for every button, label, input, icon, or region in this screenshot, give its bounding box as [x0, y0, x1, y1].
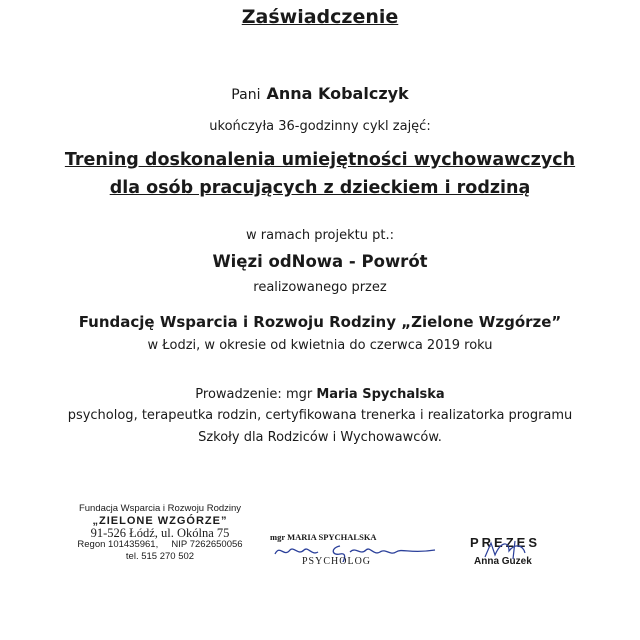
- foundation-stamp: [60, 503, 260, 563]
- project-intro: w ramach projektu pt.:: [246, 228, 394, 243]
- recipient-line: [0, 84, 640, 103]
- president-signature: [470, 535, 560, 567]
- project-name: Więzi odNowa - Powrót: [212, 252, 428, 271]
- leader-desc-2: Szkoły dla Rodziców i Wychowawców.: [198, 430, 442, 445]
- course-line-2: dla osób pracujących z dzieckiem i rodziną: [109, 178, 531, 198]
- signature2-title: PREZES: [470, 535, 541, 550]
- completed-text: ukończyła 36-godzinny cykl zajęć:: [209, 119, 431, 134]
- certificate-title: Zaświadczenie: [241, 6, 399, 28]
- leader-line: [0, 387, 640, 402]
- salutation: Pani: [231, 87, 261, 103]
- stamp-line-1: Fundacja Wsparcia i Rozwoju Rodziny: [78, 503, 242, 514]
- period-text: w Łodzi, w okresie od kwietnia do czerwca 2019 roku: [147, 338, 493, 353]
- leader-label: Prowadzenie: mgr: [195, 387, 313, 402]
- signature1-role: PSYCHOLOG: [302, 556, 372, 567]
- leader-desc-1: psycholog, terapeutka rodzin, certyfikowana trenerka i realizatorka programu: [67, 408, 573, 423]
- stamp-line-3: 91-526 Łódź, ul. Okólna 75: [90, 526, 230, 540]
- foundation-name: Fundację Wsparcia i Rozwoju Rodziny „Zielone Wzgórze”: [78, 313, 562, 331]
- course-line-1: Trening doskonalenia umiejętności wychowawczych: [64, 150, 576, 170]
- signature1-name: mgr MARIA SPYCHALSKA: [270, 532, 377, 542]
- leader-name: Maria Spychalska: [316, 387, 445, 402]
- stamp-line-5: tel. 515 270 502: [125, 551, 195, 562]
- president-handwritten-signature-icon: [475, 539, 555, 559]
- stamp-line-2: „ZIELONE WZGÓRZE”: [92, 515, 228, 527]
- signature2-name: Anna Guzek: [474, 556, 532, 567]
- stamp-line-4: Regon 101435961, NIP 7262650056: [77, 539, 243, 550]
- psychologist-signature: [270, 532, 430, 567]
- realized-by: realizowanego przez: [253, 280, 387, 295]
- recipient-name: Anna Kobalczyk: [266, 84, 409, 103]
